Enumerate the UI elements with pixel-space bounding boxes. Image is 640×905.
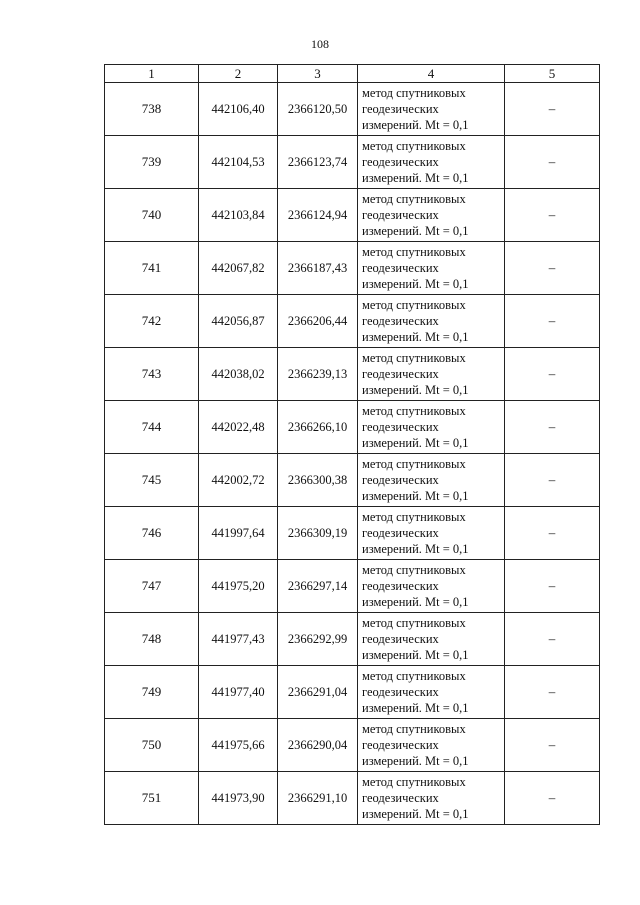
method-line: геодезических [362, 155, 439, 169]
y-coordinate-cell: 2366291,10 [278, 772, 358, 825]
method-line: метод спутниковых [362, 298, 466, 312]
table-row [105, 83, 600, 136]
method-line: измерений. Mt = 0,1 [362, 701, 469, 715]
table-header-row [105, 65, 600, 83]
table-row [105, 242, 600, 295]
method-line: измерений. Mt = 0,1 [362, 648, 469, 662]
method-cell [358, 719, 505, 772]
table-row [105, 560, 600, 613]
method-line: измерений. Mt = 0,1 [362, 224, 469, 238]
method-line: геодезических [362, 208, 439, 222]
x-coordinate-cell: 442067,82 [199, 242, 278, 295]
method-line: измерений. Mt = 0,1 [362, 330, 469, 344]
method-cell [358, 666, 505, 719]
method-line: измерений. Mt = 0,1 [362, 542, 469, 556]
method-line: метод спутниковых [362, 245, 466, 259]
method-line: метод спутниковых [362, 404, 466, 418]
method-line: геодезических [362, 685, 439, 699]
method-line: измерений. Mt = 0,1 [362, 118, 469, 132]
table-row [105, 136, 600, 189]
header-col-3: 3 [278, 65, 358, 83]
y-coordinate-cell: 2366309,19 [278, 507, 358, 560]
note-cell: – [505, 136, 600, 189]
point-number-cell: 739 [105, 136, 199, 189]
method-cell [358, 454, 505, 507]
table-row [105, 189, 600, 242]
method-line: измерений. Mt = 0,1 [362, 171, 469, 185]
note-cell: – [505, 772, 600, 825]
method-cell [358, 560, 505, 613]
method-line: геодезических [362, 632, 439, 646]
point-number-cell: 738 [105, 83, 199, 136]
y-coordinate-cell: 2366206,44 [278, 295, 358, 348]
y-coordinate-cell: 2366266,10 [278, 401, 358, 454]
table-row [105, 401, 600, 454]
point-number-cell: 745 [105, 454, 199, 507]
y-coordinate-cell: 2366187,43 [278, 242, 358, 295]
note-cell: – [505, 295, 600, 348]
x-coordinate-cell: 441977,43 [199, 613, 278, 666]
method-line: геодезических [362, 102, 439, 116]
method-cell [358, 189, 505, 242]
method-cell [358, 401, 505, 454]
method-line: метод спутниковых [362, 510, 466, 524]
note-cell: – [505, 83, 600, 136]
point-number-cell: 741 [105, 242, 199, 295]
note-cell: – [505, 560, 600, 613]
method-line: геодезических [362, 261, 439, 275]
method-line: геодезических [362, 579, 439, 593]
point-number-cell: 748 [105, 613, 199, 666]
x-coordinate-cell: 442056,87 [199, 295, 278, 348]
method-line: геодезических [362, 367, 439, 381]
note-cell: – [505, 454, 600, 507]
header-col-5: 5 [505, 65, 600, 83]
table-row [105, 454, 600, 507]
method-line: геодезических [362, 314, 439, 328]
point-number-cell: 751 [105, 772, 199, 825]
y-coordinate-cell: 2366297,14 [278, 560, 358, 613]
note-cell: – [505, 242, 600, 295]
y-coordinate-cell: 2366291,04 [278, 666, 358, 719]
method-line: метод спутниковых [362, 775, 466, 789]
coordinates-table [104, 64, 600, 825]
method-line: метод спутниковых [362, 192, 466, 206]
y-coordinate-cell: 2366300,38 [278, 454, 358, 507]
x-coordinate-cell: 441973,90 [199, 772, 278, 825]
method-line: метод спутниковых [362, 616, 466, 630]
x-coordinate-cell: 441975,20 [199, 560, 278, 613]
method-cell [358, 136, 505, 189]
point-number-cell: 746 [105, 507, 199, 560]
table-row [105, 295, 600, 348]
y-coordinate-cell: 2366290,04 [278, 719, 358, 772]
method-line: геодезических [362, 738, 439, 752]
method-line: метод спутниковых [362, 139, 466, 153]
note-cell: – [505, 401, 600, 454]
method-line: метод спутниковых [362, 722, 466, 736]
table-row [105, 613, 600, 666]
method-line: измерений. Mt = 0,1 [362, 277, 469, 291]
point-number-cell: 747 [105, 560, 199, 613]
y-coordinate-cell: 2366239,13 [278, 348, 358, 401]
point-number-cell: 750 [105, 719, 199, 772]
point-number-cell: 749 [105, 666, 199, 719]
method-cell [358, 83, 505, 136]
y-coordinate-cell: 2366123,74 [278, 136, 358, 189]
method-line: измерений. Mt = 0,1 [362, 436, 469, 450]
note-cell: – [505, 613, 600, 666]
x-coordinate-cell: 441977,40 [199, 666, 278, 719]
page-number: 108 [311, 37, 329, 51]
x-coordinate-cell: 441975,66 [199, 719, 278, 772]
point-number-cell: 740 [105, 189, 199, 242]
x-coordinate-cell: 441997,64 [199, 507, 278, 560]
x-coordinate-cell: 442104,53 [199, 136, 278, 189]
y-coordinate-cell: 2366120,50 [278, 83, 358, 136]
method-line: метод спутниковых [362, 669, 466, 683]
method-line: метод спутниковых [362, 86, 466, 100]
point-number-cell: 744 [105, 401, 199, 454]
method-cell [358, 772, 505, 825]
method-cell [358, 242, 505, 295]
note-cell: – [505, 719, 600, 772]
method-line: измерений. Mt = 0,1 [362, 754, 469, 768]
method-cell [358, 348, 505, 401]
method-cell [358, 507, 505, 560]
y-coordinate-cell: 2366292,99 [278, 613, 358, 666]
method-line: метод спутниковых [362, 351, 466, 365]
point-number-cell: 743 [105, 348, 199, 401]
x-coordinate-cell: 442038,02 [199, 348, 278, 401]
method-line: измерений. Mt = 0,1 [362, 489, 469, 503]
table-row [105, 666, 600, 719]
method-line: измерений. Mt = 0,1 [362, 383, 469, 397]
point-number-cell: 742 [105, 295, 199, 348]
note-cell: – [505, 507, 600, 560]
header-col-4: 4 [358, 65, 505, 83]
x-coordinate-cell: 442106,40 [199, 83, 278, 136]
method-line: геодезических [362, 473, 439, 487]
header-col-1: 1 [105, 65, 199, 83]
method-cell [358, 613, 505, 666]
note-cell: – [505, 189, 600, 242]
table-row [105, 719, 600, 772]
method-line: метод спутниковых [362, 457, 466, 471]
method-line: метод спутниковых [362, 563, 466, 577]
table-body [105, 83, 600, 825]
x-coordinate-cell: 442103,84 [199, 189, 278, 242]
x-coordinate-cell: 442002,72 [199, 454, 278, 507]
note-cell: – [505, 666, 600, 719]
method-line: геодезических [362, 526, 439, 540]
y-coordinate-cell: 2366124,94 [278, 189, 358, 242]
method-line: измерений. Mt = 0,1 [362, 807, 469, 821]
table-row [105, 772, 600, 825]
method-line: геодезических [362, 791, 439, 805]
table-row [105, 348, 600, 401]
x-coordinate-cell: 442022,48 [199, 401, 278, 454]
table-row [105, 507, 600, 560]
method-line: геодезических [362, 420, 439, 434]
note-cell: – [505, 348, 600, 401]
method-cell [358, 295, 505, 348]
method-line: измерений. Mt = 0,1 [362, 595, 469, 609]
header-col-2: 2 [199, 65, 278, 83]
